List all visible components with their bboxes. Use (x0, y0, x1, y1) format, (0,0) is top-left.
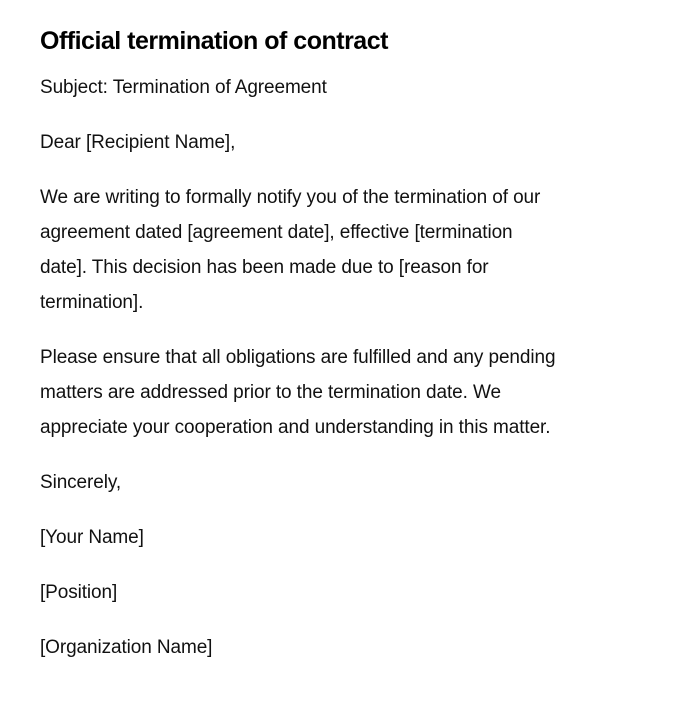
greeting: Dear [Recipient Name], (40, 132, 236, 153)
paragraph-line: Please ensure that all obligations are fulfilled and any pending (40, 347, 556, 368)
paragraph-line: matters are addressed prior to the termination date. We (40, 382, 501, 403)
letter-document (40, 22, 660, 685)
paragraph-line: agreement dated [agreement date], effective [termination (40, 222, 513, 243)
paragraph-line: termination]. (40, 292, 144, 313)
paragraph-line: We are writing to formally notify you of the termination of our (40, 187, 541, 208)
signature-position: [Position] (40, 582, 118, 603)
body-paragraph-2 (40, 340, 660, 445)
document-title: Official termination of contract (40, 27, 388, 55)
paragraph-line: date]. This decision has been made due to [reason for (40, 257, 489, 278)
subject-line: Subject: Termination of Agreement (40, 77, 327, 98)
signature-name: [Your Name] (40, 527, 144, 548)
signature-organization: [Organization Name] (40, 637, 213, 658)
closing: Sincerely, (40, 472, 122, 493)
body-paragraph-1 (40, 180, 660, 320)
paragraph-line: appreciate your cooperation and understanding in this matter. (40, 417, 551, 438)
